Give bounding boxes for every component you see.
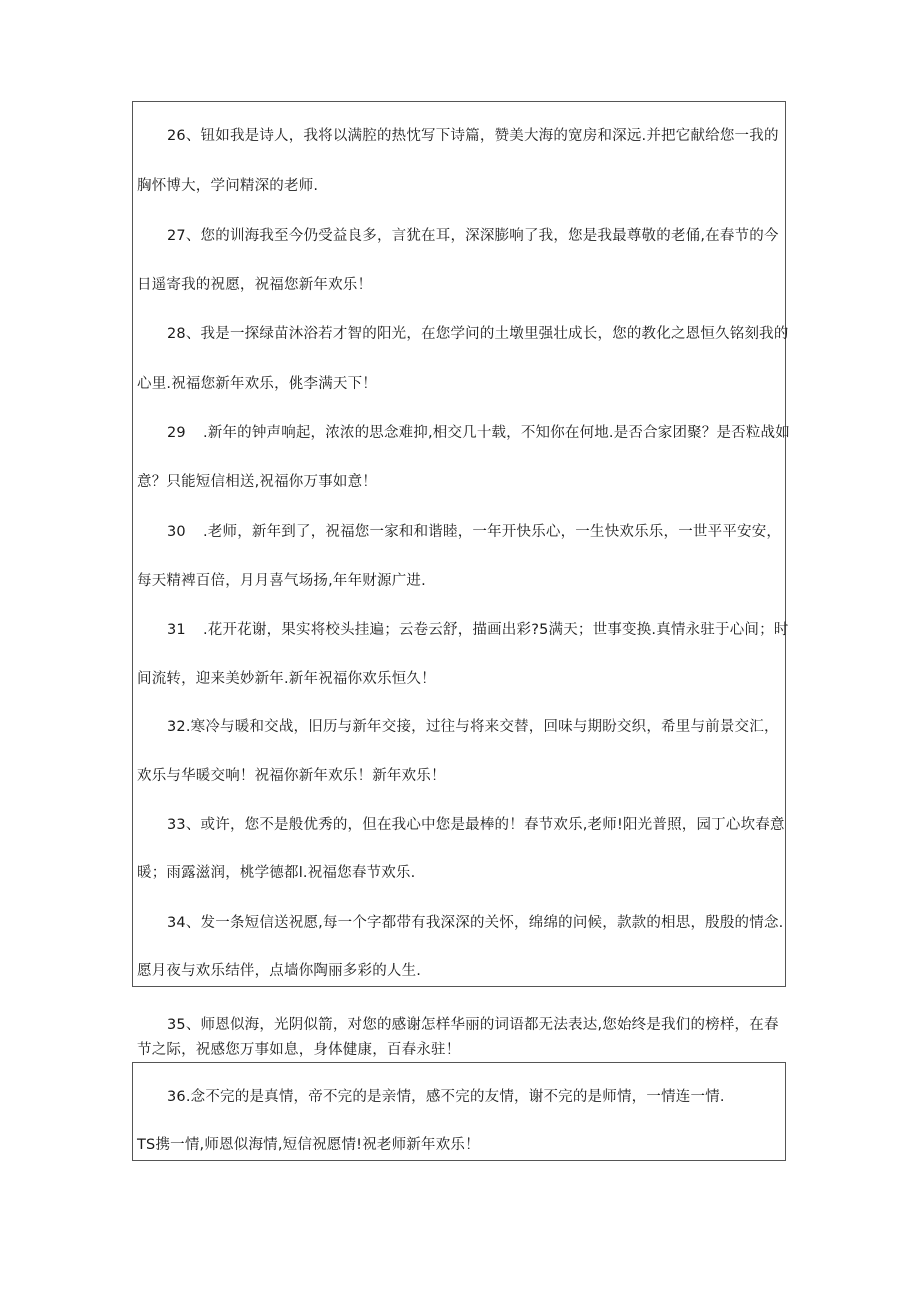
- entry-31-line-2: 间流转，迎来美妙新年.新年祝福你欢乐恒久！: [137, 671, 436, 687]
- entry-29-number: 29: [167, 425, 186, 441]
- entry-33-line-1: 33、或许，您不是般优秀的，但在我心中您是最棒的！春节欢乐,老师!阳光普照，园丁心坎春意: [167, 817, 785, 833]
- entry-32-line-2: 欢乐与华暖交响！祝福你新年欢乐！新年欢乐！: [137, 768, 446, 784]
- entry-29-text: .新年的钟声响起，浓浓的思念难抑,相交几十载，不知你在何地.是否合家团聚？是否粒战如: [203, 425, 790, 441]
- entry-33-line-2: 暖；雨露滋润，桃学德都l.祝福您春节欢乐.: [137, 865, 416, 881]
- entry-31-number: 31: [167, 622, 186, 638]
- entry-27-line-1: 27、您的训海我至今仍受益良多，言犹在耳，深深膨响了我，您是我最尊敬的老俑,在春节的今: [167, 228, 779, 244]
- entry-35-line-2: 节之际，祝感您万事如息，身体健康，百春永驻！: [137, 1042, 461, 1058]
- entry-31-line-1: [167, 621, 789, 639]
- entry-29-line-1: [167, 424, 790, 442]
- entry-30-text: .老师，新年到了，祝福您一家和和谐睦，一年开快乐心，一生快欢乐乐，一世平平安安，: [203, 524, 782, 540]
- entry-26-line-2: 胸怀博大，学问精深的老师.: [137, 178, 319, 194]
- entry-32-line-1: 32.寒冷与暖和交战，旧历与新年交接，过往与将来交替，回味与期盼交织，希里与前景交汇，: [167, 719, 779, 735]
- entry-35-line-1: 35、师恩似海，光阴似箭，对您的感谢怎样华丽的词语都无法表达,您始终是我们的榜样，在春: [167, 1017, 779, 1033]
- entry-28-line-1: 28、我是一探绿苗沐浴若才智的阳光，在您学问的土墩里强壮成长，您的教化之恩恒久铭刻我的: [167, 326, 789, 342]
- entry-36-line-2: TS携一情,师恩似海情,短信祝愿情!祝老师新年欢乐！: [137, 1137, 480, 1153]
- entry-26-line-1: 26、钮如我是诗人，我将以满腔的热忱写下诗篇，赞美大海的宽房和深远.并把它献给您一我的: [167, 128, 779, 144]
- entry-34-line-1: 34、发一条短信送祝愿,每一个字都带有我深深的关怀，绵绵的问候，款款的相思，殷殷的情念.: [167, 915, 784, 931]
- entry-36-line-1: 36.念不完的是真情，帝不完的是亲情，感不完的友情，谢不完的是师情，一情连一情.: [167, 1089, 725, 1105]
- entry-30-line-2: 每天精裨百倍，月月喜气场扬,年年财源广进.: [137, 573, 426, 589]
- entry-31-text: .花开花谢，果实将校头挂遍；云卷云舒，描画出彩?5满天；世事变换.真情永驻于心间；时: [203, 622, 789, 638]
- entry-34-line-2: 愿月夜与欢乐结伴，点墙你陶丽多彩的人生.: [137, 963, 422, 979]
- entry-27-line-2: 日遥寄我的祝愿，祝福您新年欢乐！: [137, 277, 373, 293]
- entry-30-line-1: [167, 523, 781, 541]
- entry-30-number: 30: [167, 524, 186, 540]
- entry-28-line-2: 心里.祝福您新年欢乐，佻李满天下！: [137, 376, 378, 392]
- entry-29-line-2: 意？只能短信相送,祝福你万事如意！: [137, 474, 378, 490]
